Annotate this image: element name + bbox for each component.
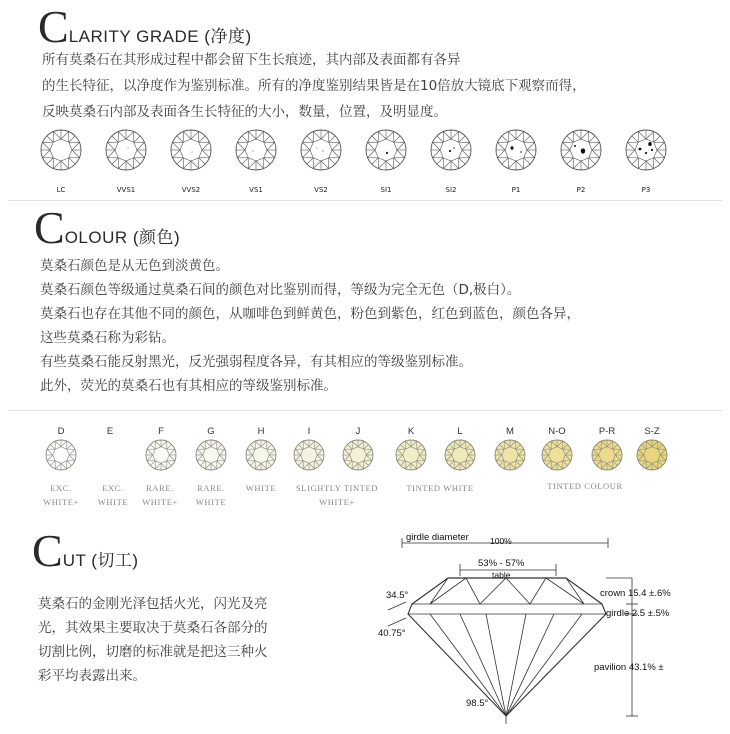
colour-grade-letter: E [106, 426, 114, 437]
inclusion-mark [651, 149, 653, 151]
clarity-grade-vvs1 [104, 128, 148, 176]
gem-top-view [39, 128, 83, 172]
colour-heading [34, 202, 181, 253]
colour-grade-gem [144, 438, 178, 476]
clarity-line: 的生长特征，以净度作为鉴别标准。所有的净度鉴别结果皆是在10倍放大镜底下观察而得， [42, 78, 586, 94]
colour-grade-gem [443, 438, 477, 476]
pavilion-proportion: pavilion 43.1% ± [594, 662, 664, 673]
colour-grade-gem [635, 438, 669, 476]
grade-desc-line: WHITE [195, 497, 227, 507]
clarity-grade-label: P1 [511, 186, 521, 194]
pavilion-facet [506, 614, 582, 716]
inclusion-mark [449, 150, 451, 152]
gem-top-view [299, 128, 343, 172]
colour-grade-gem [194, 438, 228, 476]
gem-top-view [44, 438, 78, 472]
grade-desc-line: EXC. [50, 483, 72, 493]
colour-description [40, 254, 580, 398]
inclusion-mark [648, 142, 652, 146]
colour-grade-letter: K [407, 426, 415, 437]
diameter-percent: 100% [490, 536, 512, 546]
colour-grade-gem [540, 438, 574, 476]
colour-grade-gem [44, 438, 78, 476]
colour-line: 这些莫桑石称为彩钻。 [40, 330, 175, 346]
clarity-grade-row [0, 128, 730, 198]
crown-facet [566, 578, 602, 604]
section-divider [8, 200, 722, 201]
inclusion-mark [581, 148, 585, 153]
clarity-grade-label: VS1 [249, 186, 263, 194]
gem-top-view [169, 128, 213, 172]
gem-top-view [341, 438, 375, 472]
crown-angle: 34.5° [386, 590, 409, 601]
gem-top-view [635, 438, 669, 472]
colour-heading-rest: OLOUR (颜色) [64, 228, 181, 247]
grade-desc-line: RARE. [197, 483, 225, 493]
crown-facet [412, 578, 448, 604]
clarity-grade-p2 [559, 128, 603, 176]
inclusion-mark [322, 151, 323, 152]
cut-line: 莫桑石的金刚光泽包括火光，闪光及亮 [38, 596, 268, 612]
cut-description [38, 592, 268, 688]
clarity-grade-label: P2 [576, 186, 586, 194]
colour-grade-gem [292, 438, 326, 476]
gem-top-view [559, 128, 603, 172]
colour-grade-letter: L [457, 426, 463, 437]
crown-angle-leader [388, 602, 406, 610]
pavilion-angle: 40.75° [378, 628, 406, 639]
gem-top-view [429, 128, 473, 172]
crown-facets [430, 578, 584, 604]
inclusion-mark [453, 147, 454, 148]
colour-grade-gem [590, 438, 624, 476]
clarity-grade-label: VVS2 [181, 186, 201, 194]
cut-proportions-diagram [370, 528, 720, 728]
culet-angle: 98.5° [466, 698, 489, 709]
colour-grade-letter: H [257, 426, 265, 437]
colour-line: 莫桑石颜色是从无色到淡黄色。 [40, 258, 229, 274]
girdle-diameter-label: girdle diameter [406, 532, 469, 543]
clarity-grade-lc [39, 128, 83, 176]
gem-top-view [540, 438, 574, 472]
clarity-line: 反映莫桑石内部及表面各生长特征的大小，数量，位置，及明显度。 [42, 104, 447, 120]
inclusion-mark [128, 148, 129, 149]
gem-top-view [590, 438, 624, 472]
clarity-grade-si1 [364, 128, 408, 176]
clarity-grade-label: VVS1 [116, 186, 136, 194]
clarity-description [42, 48, 586, 124]
clarity-grade-label: SI1 [380, 186, 392, 194]
grade-desc-line: WHITE [97, 497, 129, 507]
inclusion-mark [192, 152, 193, 153]
cut-heading-initial: C [32, 525, 63, 576]
colour-line: 莫桑石也存在其他不同的颜色，从咖啡色到鲜黄色，粉色到紫色，红色到蓝色，颜色各异， [40, 306, 580, 322]
clarity-grade-p1 [494, 128, 538, 176]
cut-heading [32, 525, 139, 576]
table-percent: 53% - 57% [478, 558, 525, 569]
cut-line: 切割比例，切磨的标准就是把这三种火 [38, 644, 268, 660]
cut-line: 光，其效果主要取决于莫桑石各部分的 [38, 620, 268, 636]
gem-top-view [244, 438, 278, 472]
pavilion-angle-leader [388, 618, 406, 626]
gem-top-view [494, 128, 538, 172]
colour-grade-gem [493, 438, 527, 476]
colour-grade-gem [244, 438, 278, 476]
table-label: table [492, 570, 511, 580]
colour-grade-letter: J [355, 426, 361, 437]
inclusion-mark [520, 151, 522, 153]
pavilion-facet [506, 614, 526, 716]
gem-top-view [493, 438, 527, 472]
grade-desc-ij [286, 481, 388, 509]
grade-desc-mz: TINTED COLOUR [547, 481, 623, 491]
gem-top-view [144, 438, 178, 472]
clarity-grade-label: VS2 [314, 186, 328, 194]
section-divider [8, 410, 722, 411]
grade-desc-line: WHITE+ [43, 497, 79, 507]
clarity-grade-vs1 [234, 128, 278, 176]
cut-heading-rest: UT (切工) [62, 551, 139, 570]
colour-grade-letter: D [57, 426, 65, 437]
colour-grade-letter: N-O [548, 426, 566, 437]
clarity-heading [38, 1, 252, 52]
gem-top-view [104, 128, 148, 172]
grade-desc-line: EXC. [102, 483, 124, 493]
clarity-grade-si2 [429, 128, 473, 176]
clarity-grade-vvs2 [169, 128, 213, 176]
gem-top-view [234, 128, 278, 172]
clarity-grade-vs2 [299, 128, 343, 176]
colour-grade-row [0, 420, 730, 480]
gem-top-view [292, 438, 326, 472]
cut-line: 彩平均表露出来。 [38, 668, 146, 684]
clarity-line: 所有莫桑石在其形成过程中都会留下生长痕迹，其内部及表面都有各异 [42, 52, 461, 68]
colour-grade-letter: I [307, 426, 311, 437]
grade-desc-line: WHITE+ [142, 497, 178, 507]
gem-top-view [364, 128, 408, 172]
grade-desc-line: RARE. [146, 483, 174, 493]
grade-desc-line: SLIGHTLY TINTED [295, 483, 379, 493]
colour-grade-gem [394, 438, 428, 476]
colour-heading-initial: C [34, 202, 65, 253]
inclusion-mark [386, 152, 388, 154]
gem-top-view [624, 128, 668, 172]
grade-desc-line: WHITE+ [319, 497, 355, 507]
clarity-heading-initial: C [38, 1, 69, 52]
girdle-proportion: girdle 2.5 ±.5% [606, 608, 670, 619]
gem-top-view [194, 438, 228, 472]
grade-desc-f [135, 481, 185, 509]
inclusion-mark [639, 148, 642, 151]
inclusion-mark [645, 152, 647, 154]
colour-line: 此外，荧光的莫桑石也有其相应的等级鉴别标准。 [40, 378, 337, 394]
colour-grade-letter: S-Z [644, 426, 660, 437]
inclusion-mark [317, 148, 318, 149]
inclusion-mark [511, 146, 514, 150]
inclusion-mark [574, 145, 576, 147]
grade-desc-e [88, 481, 138, 509]
crown-proportion: crown 15.4 ±.6% [600, 588, 671, 599]
grade-desc-h: WHITE [245, 483, 277, 493]
gem-top-view [394, 438, 428, 472]
colour-grade-letter: F [158, 426, 164, 437]
colour-grade-letter: P-R [598, 426, 616, 437]
grade-desc-d [36, 481, 86, 509]
grade-desc-g [186, 481, 236, 509]
colour-grade-letter: M [506, 426, 514, 437]
inclusion-mark [253, 151, 254, 152]
colour-grade-letter: G [207, 426, 215, 437]
clarity-grade-p3 [624, 128, 668, 176]
colour-line: 有些莫桑石能反射黑光，反光强弱程度各异，有其相应的等级鉴别标准。 [40, 354, 472, 370]
pavilion-facet [486, 614, 506, 716]
clarity-grade-label: SI2 [445, 186, 457, 194]
clarity-grade-label: P3 [641, 186, 651, 194]
clarity-heading-rest: LARITY GRADE (净度) [68, 27, 252, 46]
pavilion-facet [506, 614, 554, 716]
grade-desc-kl: TINTED WHITE [406, 483, 474, 493]
gem-top-view [443, 438, 477, 472]
colour-line: 莫桑石颜色等级通过莫桑石间的颜色对比鉴别而得，等级为完全无色（D,极白）。 [40, 282, 521, 298]
colour-grade-gem [341, 438, 375, 476]
clarity-grade-label: LC [56, 186, 66, 194]
